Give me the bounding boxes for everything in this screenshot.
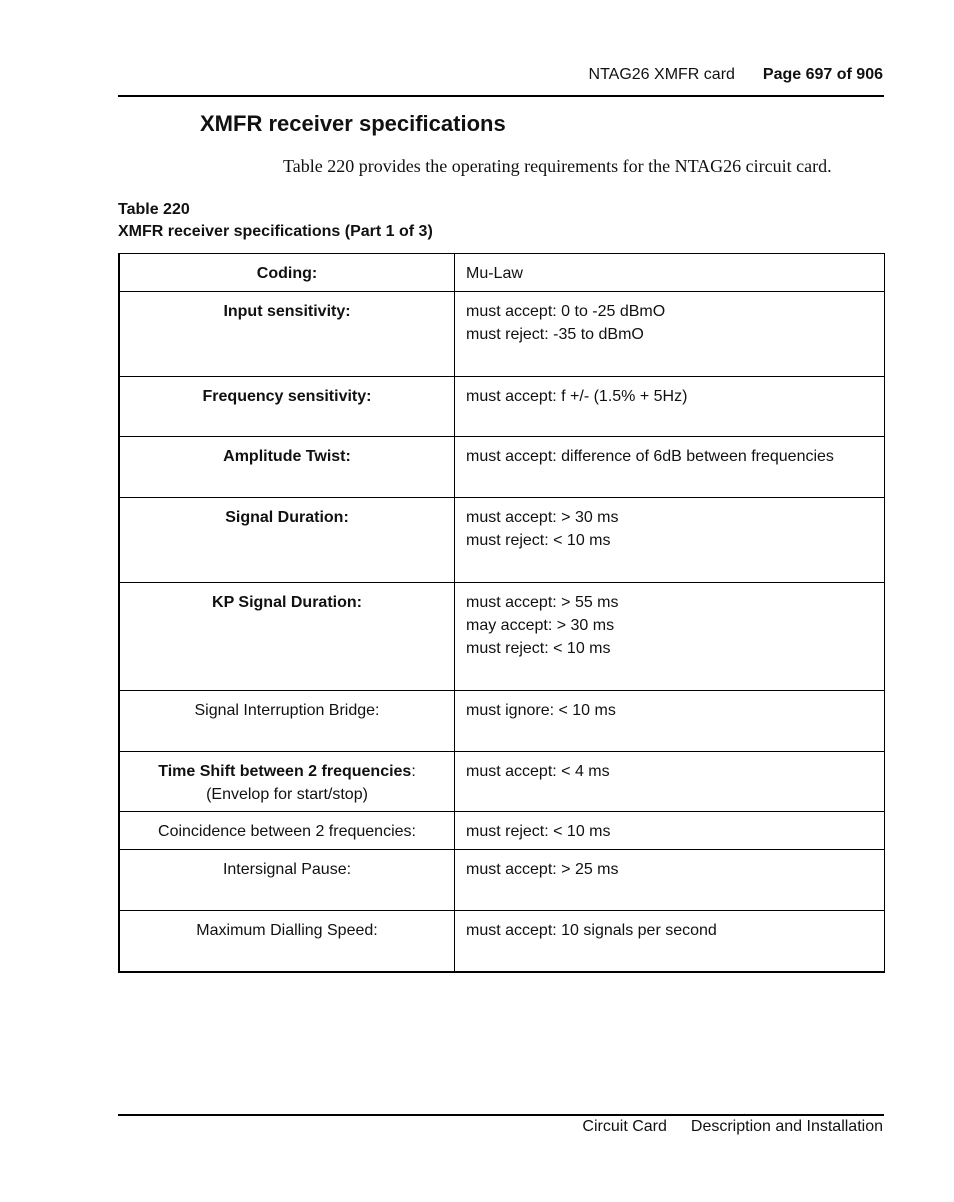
table-row: [119, 437, 885, 498]
row-value-line: must accept: 10 signals per second: [466, 922, 717, 939]
table-row: [119, 911, 885, 972]
row-label: Amplitude Twist:: [223, 448, 351, 465]
header-card-name: NTAG26 XMFR card: [588, 66, 735, 83]
row-value-line: must reject: < 10 ms: [466, 640, 611, 657]
spec-table-body: [119, 254, 885, 972]
row-value-cell: [455, 812, 885, 850]
row-value-line: must accept: < 4 ms: [466, 763, 610, 780]
row-value-cell: [455, 254, 885, 292]
table-row: [119, 292, 885, 377]
row-value-line: must reject: < 10 ms: [466, 532, 611, 549]
row-label-cell: [119, 583, 455, 691]
table-row: [119, 812, 885, 850]
row-label-cell: [119, 812, 455, 850]
row-label-cell: [119, 691, 455, 752]
row-label-cell: [119, 850, 455, 911]
row-value-cell: [455, 292, 885, 377]
footer-left-text: Circuit Card: [582, 1118, 667, 1135]
row-value-cell: [455, 583, 885, 691]
spec-table: [118, 253, 885, 973]
row-value-line: must accept: f +/- (1.5% + 5Hz): [466, 388, 688, 405]
table-row: [119, 254, 885, 292]
row-value-cell: [455, 498, 885, 583]
row-label-cell: [119, 292, 455, 377]
page-header: [589, 66, 883, 84]
table-caption-title: XMFR receiver specifications (Part 1 of 3): [118, 223, 433, 240]
row-sublabel: (Envelop for start/stop): [206, 786, 368, 803]
row-label: Signal Duration:: [225, 509, 349, 526]
row-value-line: must accept: difference of 6dB between frequencies: [466, 448, 834, 465]
row-value-cell: [455, 377, 885, 437]
row-label: Coincidence between 2 frequencies:: [158, 823, 416, 840]
row-value-line: must ignore: < 10 ms: [466, 702, 616, 719]
header-page-number: Page 697 of 906: [762, 66, 883, 83]
row-label: Intersignal Pause:: [222, 861, 352, 878]
page-footer: [582, 1118, 883, 1136]
row-label: Frequency sensitivity:: [202, 388, 372, 405]
row-label-cell: [119, 752, 455, 812]
table-row: [119, 691, 885, 752]
row-label: KP Signal Duration:: [212, 594, 362, 611]
row-label-cell: [119, 377, 455, 437]
row-value-line: must accept: > 25 ms: [466, 861, 619, 878]
row-value-cell: [455, 850, 885, 911]
row-label: Signal Interruption Bridge:: [194, 702, 380, 719]
table-row: [119, 752, 885, 812]
table-caption-number: Table 220: [118, 201, 190, 218]
row-label-cell: [119, 437, 455, 498]
row-value-line: Mu-Law: [466, 265, 523, 282]
row-value-line: must accept: > 55 ms: [466, 594, 619, 611]
table-row: [119, 583, 885, 691]
table-row: [119, 850, 885, 911]
row-label-suffix: :: [411, 763, 416, 780]
row-label: Coding:: [256, 265, 318, 282]
table-caption: [118, 199, 433, 243]
section-title: XMFR receiver specifications: [200, 111, 506, 136]
intro-paragraph: Table 220 provides the operating requirements for the NTAG26 circuit card.: [283, 156, 832, 176]
row-value-line: may accept: > 30 ms: [466, 617, 615, 634]
row-label-cell: [119, 254, 455, 292]
row-value-line: must accept: 0 to -25 dBmO: [466, 303, 666, 320]
row-value-cell: [455, 437, 885, 498]
row-label-cell: [119, 498, 455, 583]
row-value-line: must reject: < 10 ms: [466, 823, 611, 840]
row-value-cell: [455, 752, 885, 812]
row-label: Time Shift between 2 frequencies: [158, 763, 412, 780]
footer-divider: [118, 1114, 884, 1116]
row-value-line: must reject: -35 to dBmO: [466, 326, 644, 343]
row-label: Maximum Dialling Speed:: [196, 922, 378, 939]
row-value-cell: [455, 911, 885, 972]
row-label-cell: [119, 911, 455, 972]
row-value-cell: [455, 691, 885, 752]
row-label: Input sensitivity:: [223, 303, 351, 320]
table-row: [119, 377, 885, 437]
footer-right-text: Description and Installation: [690, 1118, 883, 1135]
table-row: [119, 498, 885, 583]
header-divider: [118, 95, 884, 97]
row-value-line: must accept: > 30 ms: [466, 509, 619, 526]
